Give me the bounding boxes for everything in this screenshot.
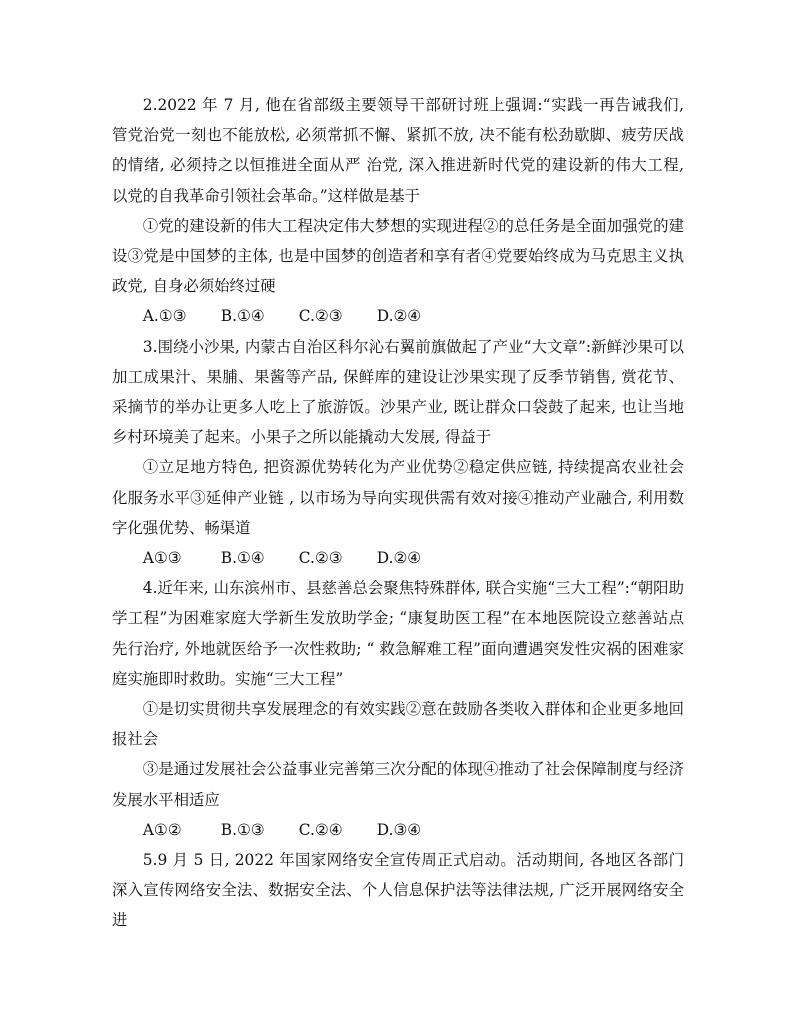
- q3-option-a: A①③: [142, 549, 182, 568]
- q4-options: [112, 815, 684, 845]
- q3-statements: ①立足地方特色, 把资源优势转化为产业优势②稳定供应链, 持续提高农业社会化服务水平③延伸产业链 , 以市场为导向实现供需有效对接④推动产业融合, 利用数字化强优势、畅渠道: [112, 458, 684, 537]
- q4-option-b: B.①③: [220, 820, 265, 839]
- q4-option-a: A①②: [142, 820, 182, 839]
- q2-option-c: C.②③: [298, 307, 343, 326]
- q3-option-c: C.②③: [298, 549, 343, 568]
- q4-statements-1: ①是切实贯彻共享发展理念的有效实践②意在鼓励各类收入群体和企业更多地回报社会: [112, 700, 684, 749]
- q4-statements-2: ③是通过发展社会公益事业完善第三次分配的体现④推动了社会保障制度与经济发展水平相适应: [112, 760, 684, 809]
- q5-stem: 5.9 月 5 日, 2022 年国家网络安全宣传周正式启动。活动期间, 各地区各部门深入宣传网络安全法、数据安全法、个人信息保护法等法律法规, 广泛开展网络安全进: [112, 851, 684, 930]
- q4-option-c: C.②④: [298, 820, 343, 839]
- q3-stem: 3.围绕小沙果, 内蒙古自治区科尔沁右翼前旗做起了产业“大文章”:新鲜沙果可以加工成果汁、果脯、果酱等产品, 保鲜库的建设让沙果实现了反季节销售, 赏花节、采摘节的举办让更多人吃上了旅游饭。沙果产业, 既让群众口袋鼓了起来, 也让当地乡村环境美了起来。小果子之所以能撬动大发展, 得益于: [112, 337, 684, 447]
- q4-stem: 4.近年来, 山东滨州市、县慈善总会聚焦特殊群体, 联合实施“三大工程”:“朝阳助学工程”为困难家庭大学新生发放助学金; “康复助医工程”在本地医院设立慈善站点先行治疗, 外地就医给予一次性救助; “ 救急解难工程”面向遭遇突发性灾祸的困难家庭实施即时救助。实施“三大工程”: [112, 579, 684, 688]
- q3-option-d: D.②④: [376, 549, 422, 568]
- q3-option-b: B.①④: [220, 549, 265, 568]
- q3-options: [112, 543, 684, 573]
- q2-statements: ①党的建设新的伟大工程决定伟大梦想的实现进程②的总任务是全面加强党的建设③党是中国梦的主体, 也是中国梦的创造者和享有者④党要始终成为马克思主义执政党, 自身必须始终过硬: [112, 216, 684, 296]
- document-page: [112, 90, 684, 936]
- q2-option-b: B.①④: [220, 307, 265, 326]
- q2-option-d: D.②④: [376, 307, 422, 326]
- q2-options: [112, 301, 684, 331]
- q4-option-d: D.③④: [376, 820, 422, 839]
- q2-option-a: A.①③: [142, 307, 187, 326]
- q2-stem: 2.2022 年 7 月, 他在省部级主要领导干部研讨班上强调:“实践一再告诫我们, 管党治党一刻也不能放松, 必须常抓不懈、紧抓不放, 决不能有松劲歇脚、疲劳厌战的情绪, 必须持之以恒推进全面从严 治党, 深入推进新时代党的建设新的伟大工程, 以党的自我革命引领社会革命。”这样做是基于: [112, 96, 684, 205]
